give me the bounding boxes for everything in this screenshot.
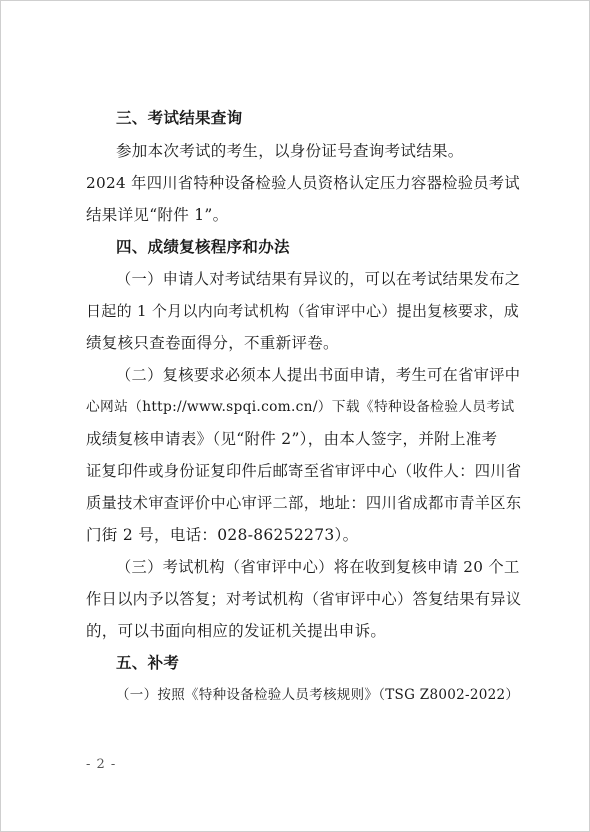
paragraph-line: 结果详见“附件 1”。 (86, 206, 229, 224)
paragraph-line: 质量技术审查评价中心审评二部，地址：四川省成都市青羊区东 (86, 494, 522, 512)
paragraph-line: （二）复核要求必须本人提出书面申请，考生可在省审评中 (116, 366, 521, 384)
paragraph-line: 门街 2 号，电话：028-86252273）。 (86, 526, 359, 544)
paragraph-line: （一）申请人对考试结果有异议的，可以在考试结果发布之 (116, 270, 521, 288)
paragraph-line: 证复印件或身份证复印件后邮寄至省审评中心（收件人：四川省 (86, 462, 522, 480)
paragraph-line: 2024 年四川省特种设备检验人员资格认定压力容器检验员考试 (86, 174, 520, 192)
paragraph-line: 作日以内予以答复；对考试机构（省审评中心）答复结果有异议 (86, 590, 522, 608)
paragraph-line: （一）按照《特种设备检验人员考核规则》（TSG Z8002-2022） (116, 687, 520, 703)
paragraph-line: 绩复核只查卷面得分，不重新评卷。 (86, 334, 339, 352)
heading-review-procedure: 四、成绩复核程序和办法 (116, 237, 290, 256)
page-number: - 2 - (86, 757, 117, 772)
paragraph-line: （三）考试机构（省审评中心）将在收到复核申请 20 个工 (116, 558, 520, 576)
paragraph-line: 参加本次考试的考生，以身份证号查询考试结果。 (116, 142, 464, 160)
paragraph-line: 成绩复核申请表》（见“附件 2”），由本人签字，并附上准考 (86, 430, 498, 448)
paragraph-line: 心网站（http://www.spqi.com.cn/）下载《特种设备检验人员考试 (86, 399, 515, 415)
paragraph-line: 日起的 1 个月以内向考试机构（省审评中心）提出复核要求，成 (86, 302, 520, 320)
heading-makeup-exam: 五、补考 (116, 653, 180, 672)
paragraph-line: 的，可以书面向相应的发证机关提出申诉。 (86, 622, 387, 640)
heading-exam-result-query: 三、考试结果查询 (116, 108, 243, 127)
